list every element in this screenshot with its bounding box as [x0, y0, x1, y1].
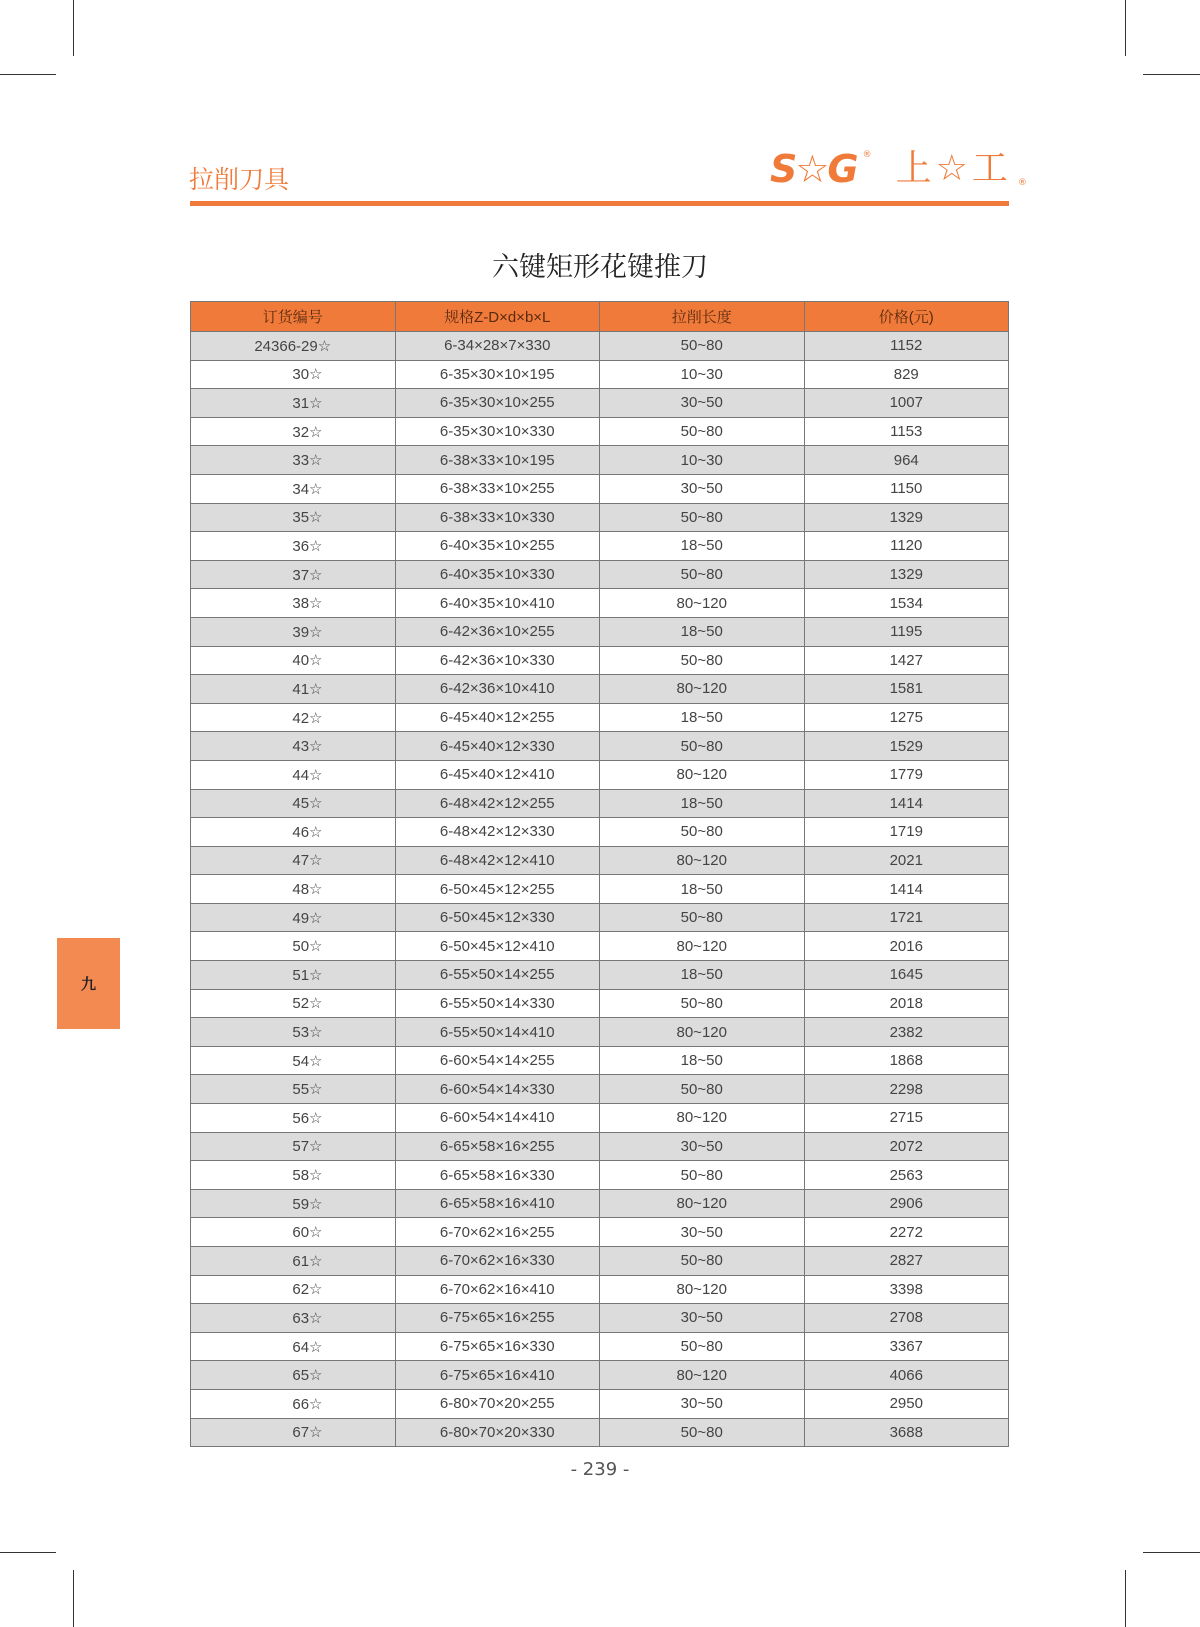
length-cell: 18~50 — [600, 789, 805, 818]
price-cell: 1721 — [804, 903, 1009, 932]
order-no-cell: 60☆ — [191, 1218, 396, 1247]
price-cell: 2827 — [804, 1247, 1009, 1276]
col-header-spec: 规格Z-D×d×b×L — [395, 302, 600, 332]
spec-cell: 6-38×33×10×195 — [395, 446, 600, 475]
length-cell: 80~120 — [600, 760, 805, 789]
table-row — [191, 532, 1009, 561]
spec-cell: 6-45×40×12×330 — [395, 732, 600, 761]
table-row — [191, 417, 1009, 446]
price-cell: 3688 — [804, 1418, 1009, 1447]
table-row — [191, 1104, 1009, 1133]
order-no-cell: 50☆ — [191, 932, 396, 961]
length-cell: 10~30 — [600, 446, 805, 475]
length-cell: 30~50 — [600, 1218, 805, 1247]
crop-mark — [0, 1552, 56, 1553]
spec-cell: 6-55×50×14×410 — [395, 1018, 600, 1047]
order-no-cell: 42☆ — [191, 703, 396, 732]
table-row — [191, 1075, 1009, 1104]
length-cell: 80~120 — [600, 932, 805, 961]
price-cell: 2016 — [804, 932, 1009, 961]
spec-cell: 6-80×70×20×330 — [395, 1418, 600, 1447]
spec-cell: 6-42×36×10×330 — [395, 646, 600, 675]
order-no-cell: 36☆ — [191, 532, 396, 561]
spec-cell: 6-70×62×16×255 — [395, 1218, 600, 1247]
order-no-cell: 63☆ — [191, 1304, 396, 1333]
table-row — [191, 1247, 1009, 1276]
col-header-order-no: 订货编号 — [191, 302, 396, 332]
spec-cell: 6-55×50×14×330 — [395, 989, 600, 1018]
price-cell: 1153 — [804, 417, 1009, 446]
section-title: 拉削刀具 — [189, 165, 290, 194]
length-cell: 18~50 — [600, 703, 805, 732]
order-no-cell: 58☆ — [191, 1161, 396, 1190]
spec-cell: 6-45×40×12×255 — [395, 703, 600, 732]
price-cell: 1534 — [804, 589, 1009, 618]
table-row — [191, 846, 1009, 875]
price-cell: 2950 — [804, 1389, 1009, 1418]
price-cell: 3367 — [804, 1332, 1009, 1361]
table-row — [191, 789, 1009, 818]
table-row — [191, 732, 1009, 761]
order-no-cell: 66☆ — [191, 1389, 396, 1418]
order-no-cell: 30☆ — [191, 360, 396, 389]
table-row — [191, 1332, 1009, 1361]
order-no-cell: 35☆ — [191, 503, 396, 532]
price-cell: 829 — [804, 360, 1009, 389]
registered-mark: ® — [1017, 178, 1027, 188]
table-row — [191, 1161, 1009, 1190]
table-row — [191, 760, 1009, 789]
price-cell: 2018 — [804, 989, 1009, 1018]
chapter-tab-label: 九 — [80, 975, 96, 993]
order-no-cell: 55☆ — [191, 1075, 396, 1104]
crop-mark — [1143, 74, 1200, 75]
length-cell: 80~120 — [600, 1275, 805, 1304]
order-no-cell: 41☆ — [191, 675, 396, 704]
spec-cell: 6-75×65×16×255 — [395, 1304, 600, 1333]
length-cell: 80~120 — [600, 675, 805, 704]
spec-cell: 6-35×30×10×195 — [395, 360, 600, 389]
table-row — [191, 1218, 1009, 1247]
order-no-cell: 54☆ — [191, 1046, 396, 1075]
crop-mark — [1125, 1570, 1126, 1627]
order-no-cell: 43☆ — [191, 732, 396, 761]
price-cell: 2072 — [804, 1132, 1009, 1161]
price-cell: 1427 — [804, 646, 1009, 675]
order-no-cell: 40☆ — [191, 646, 396, 675]
col-header-price: 价格(元) — [804, 302, 1009, 332]
length-cell: 80~120 — [600, 589, 805, 618]
length-cell: 30~50 — [600, 389, 805, 418]
table-row — [191, 875, 1009, 904]
table-row — [191, 1189, 1009, 1218]
page-number: - 239 - — [570, 1459, 630, 1480]
length-cell: 30~50 — [600, 474, 805, 503]
table-row — [191, 989, 1009, 1018]
price-cell: 2708 — [804, 1304, 1009, 1333]
order-no-cell: 47☆ — [191, 846, 396, 875]
order-no-cell: 44☆ — [191, 760, 396, 789]
spec-cell: 6-50×45×12×410 — [395, 932, 600, 961]
order-no-cell: 46☆ — [191, 818, 396, 847]
table-row — [191, 389, 1009, 418]
price-cell: 1195 — [804, 617, 1009, 646]
price-cell: 1007 — [804, 389, 1009, 418]
price-cell: 2906 — [804, 1189, 1009, 1218]
length-cell: 10~30 — [600, 360, 805, 389]
spec-cell: 6-60×54×14×330 — [395, 1075, 600, 1104]
spec-cell: 6-40×35×10×410 — [395, 589, 600, 618]
chapter-tab — [57, 938, 120, 1029]
spec-cell: 6-48×42×12×255 — [395, 789, 600, 818]
spec-cell: 6-48×42×12×410 — [395, 846, 600, 875]
length-cell: 18~50 — [600, 875, 805, 904]
table-row — [191, 646, 1009, 675]
table-row — [191, 589, 1009, 618]
crop-mark — [1143, 1552, 1200, 1553]
table-row — [191, 474, 1009, 503]
price-cell: 1275 — [804, 703, 1009, 732]
col-header-length: 拉削长度 — [600, 302, 805, 332]
order-no-cell: 38☆ — [191, 589, 396, 618]
spec-cell: 6-38×33×10×330 — [395, 503, 600, 532]
spec-cell: 6-45×40×12×410 — [395, 760, 600, 789]
price-cell: 1868 — [804, 1046, 1009, 1075]
brand-logo — [770, 147, 1027, 191]
length-cell: 18~50 — [600, 532, 805, 561]
spec-cell: 6-65×58×16×410 — [395, 1189, 600, 1218]
length-cell: 50~80 — [600, 1161, 805, 1190]
length-cell: 50~80 — [600, 1075, 805, 1104]
order-no-cell: 59☆ — [191, 1189, 396, 1218]
order-no-cell: 31☆ — [191, 389, 396, 418]
spec-cell: 6-70×62×16×410 — [395, 1275, 600, 1304]
order-no-cell: 51☆ — [191, 961, 396, 990]
spec-cell: 6-80×70×20×255 — [395, 1389, 600, 1418]
price-cell: 1414 — [804, 875, 1009, 904]
logo-mark: S☆G — [770, 147, 857, 191]
order-no-cell: 62☆ — [191, 1275, 396, 1304]
length-cell: 80~120 — [600, 1018, 805, 1047]
order-no-cell: 33☆ — [191, 446, 396, 475]
order-no-cell: 53☆ — [191, 1018, 396, 1047]
length-cell: 30~50 — [600, 1389, 805, 1418]
order-no-cell: 67☆ — [191, 1418, 396, 1447]
price-cell: 1645 — [804, 961, 1009, 990]
order-no-cell: 34☆ — [191, 474, 396, 503]
spec-cell: 6-42×36×10×255 — [395, 617, 600, 646]
length-cell: 50~80 — [600, 332, 805, 361]
length-cell: 80~120 — [600, 1104, 805, 1133]
table-row — [191, 1418, 1009, 1447]
order-no-cell: 37☆ — [191, 560, 396, 589]
order-no-cell: 61☆ — [191, 1247, 396, 1276]
price-table — [190, 301, 1009, 1447]
price-cell: 1329 — [804, 503, 1009, 532]
table-row — [191, 961, 1009, 990]
table-row — [191, 703, 1009, 732]
spec-cell: 6-65×58×16×255 — [395, 1132, 600, 1161]
order-no-cell: 32☆ — [191, 417, 396, 446]
order-no-cell: 57☆ — [191, 1132, 396, 1161]
length-cell: 50~80 — [600, 1247, 805, 1276]
length-cell: 50~80 — [600, 417, 805, 446]
table-row — [191, 903, 1009, 932]
table-row — [191, 332, 1009, 361]
table-row — [191, 818, 1009, 847]
order-no-cell: 24366-29☆ — [191, 332, 396, 361]
order-no-cell: 39☆ — [191, 617, 396, 646]
spec-cell: 6-60×54×14×255 — [395, 1046, 600, 1075]
header-rule — [190, 201, 1009, 206]
spec-cell: 6-35×30×10×330 — [395, 417, 600, 446]
table-row — [191, 560, 1009, 589]
length-cell: 50~80 — [600, 732, 805, 761]
order-no-cell: 65☆ — [191, 1361, 396, 1390]
price-cell: 2272 — [804, 1218, 1009, 1247]
table-row — [191, 503, 1009, 532]
length-cell: 50~80 — [600, 1418, 805, 1447]
spec-cell: 6-55×50×14×255 — [395, 961, 600, 990]
length-cell: 50~80 — [600, 503, 805, 532]
length-cell: 80~120 — [600, 1361, 805, 1390]
table-row — [191, 617, 1009, 646]
spec-cell: 6-34×28×7×330 — [395, 332, 600, 361]
price-cell: 3398 — [804, 1275, 1009, 1304]
length-cell: 50~80 — [600, 646, 805, 675]
price-cell: 4066 — [804, 1361, 1009, 1390]
spec-cell: 6-38×33×10×255 — [395, 474, 600, 503]
spec-cell: 6-50×45×12×330 — [395, 903, 600, 932]
order-no-cell: 45☆ — [191, 789, 396, 818]
price-cell: 1120 — [804, 532, 1009, 561]
price-cell: 1779 — [804, 760, 1009, 789]
price-cell: 1529 — [804, 732, 1009, 761]
crop-mark — [1125, 0, 1126, 56]
length-cell: 80~120 — [600, 846, 805, 875]
table-row — [191, 360, 1009, 389]
price-cell: 1414 — [804, 789, 1009, 818]
spec-cell: 6-60×54×14×410 — [395, 1104, 600, 1133]
page-title: 六键矩形花键推刀 — [492, 252, 708, 283]
spec-cell: 6-40×35×10×255 — [395, 532, 600, 561]
crop-mark — [0, 74, 56, 75]
price-cell: 1150 — [804, 474, 1009, 503]
length-cell: 80~120 — [600, 1189, 805, 1218]
spec-cell: 6-48×42×12×330 — [395, 818, 600, 847]
order-no-cell: 52☆ — [191, 989, 396, 1018]
price-cell: 2021 — [804, 846, 1009, 875]
length-cell: 18~50 — [600, 1046, 805, 1075]
length-cell: 30~50 — [600, 1304, 805, 1333]
price-cell: 1581 — [804, 675, 1009, 704]
crop-mark — [73, 0, 74, 56]
price-cell: 1152 — [804, 332, 1009, 361]
table-row — [191, 675, 1009, 704]
logo-chinese: 上☆工 — [895, 148, 1012, 189]
order-no-cell: 48☆ — [191, 875, 396, 904]
spec-cell: 6-65×58×16×330 — [395, 1161, 600, 1190]
spec-cell: 6-75×65×16×410 — [395, 1361, 600, 1390]
length-cell: 50~80 — [600, 818, 805, 847]
table-row — [191, 1132, 1009, 1161]
table-row — [191, 932, 1009, 961]
table-row — [191, 1018, 1009, 1047]
table-row — [191, 1275, 1009, 1304]
length-cell: 50~80 — [600, 903, 805, 932]
spec-cell: 6-35×30×10×255 — [395, 389, 600, 418]
spec-cell: 6-75×65×16×330 — [395, 1332, 600, 1361]
table-row — [191, 446, 1009, 475]
length-cell: 30~50 — [600, 1132, 805, 1161]
length-cell: 50~80 — [600, 560, 805, 589]
price-cell: 2715 — [804, 1104, 1009, 1133]
price-cell: 1719 — [804, 818, 1009, 847]
order-no-cell: 64☆ — [191, 1332, 396, 1361]
price-cell: 2563 — [804, 1161, 1009, 1190]
price-cell: 1329 — [804, 560, 1009, 589]
length-cell: 50~80 — [600, 989, 805, 1018]
order-no-cell: 49☆ — [191, 903, 396, 932]
price-cell: 2298 — [804, 1075, 1009, 1104]
crop-mark — [73, 1570, 74, 1627]
price-cell: 2382 — [804, 1018, 1009, 1047]
length-cell: 18~50 — [600, 617, 805, 646]
length-cell: 18~50 — [600, 961, 805, 990]
table-row — [191, 1389, 1009, 1418]
spec-cell: 6-42×36×10×410 — [395, 675, 600, 704]
order-no-cell: 56☆ — [191, 1104, 396, 1133]
table-header-row — [191, 302, 1009, 332]
table-row — [191, 1304, 1009, 1333]
length-cell: 50~80 — [600, 1332, 805, 1361]
table-row — [191, 1361, 1009, 1390]
spec-cell: 6-50×45×12×255 — [395, 875, 600, 904]
table-row — [191, 1046, 1009, 1075]
spec-cell: 6-40×35×10×330 — [395, 560, 600, 589]
price-cell: 964 — [804, 446, 1009, 475]
registered-mark: ® — [862, 150, 872, 160]
spec-cell: 6-70×62×16×330 — [395, 1247, 600, 1276]
